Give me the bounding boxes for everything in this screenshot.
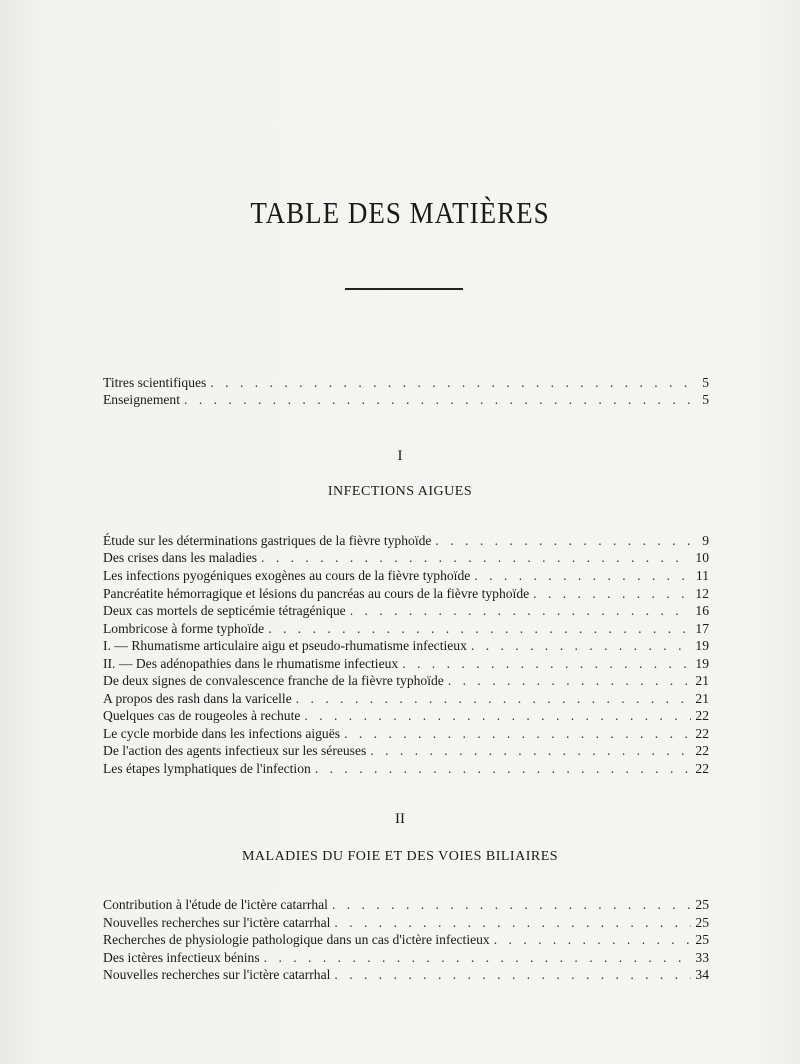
section-numeral: I	[397, 448, 403, 464]
toc-entry	[103, 725, 709, 743]
toc-entry	[103, 602, 709, 620]
toc-entry-label: Les étapes lymphatiques de l'infection	[103, 761, 311, 776]
toc-leader	[184, 391, 691, 409]
toc-leader	[332, 896, 691, 914]
toc-entry	[103, 966, 709, 984]
section-numeral: II	[395, 811, 405, 827]
toc-entry-page: 21	[695, 691, 709, 706]
toc-entry-label: Contribution à l'étude de l'ictère catarrhal	[103, 897, 328, 912]
toc-entry	[103, 391, 709, 409]
toc-entry-label: Deux cas mortels de septicémie tétragénique	[103, 603, 346, 618]
toc-entry	[103, 707, 709, 725]
section-heading: INFECTIONS AIGUES	[327, 484, 473, 499]
toc-entry-label: Enseignement	[103, 392, 181, 407]
toc-entry	[103, 567, 709, 585]
toc-leader	[435, 532, 691, 550]
toc-entry-page: 22	[695, 761, 709, 776]
toc-entry-page: 16	[695, 603, 709, 618]
toc-entry-label: Titres scientifiques	[103, 375, 207, 390]
toc-entry	[103, 620, 709, 638]
toc-entry-page: 25	[695, 932, 709, 947]
toc-entry-page: 10	[695, 550, 709, 565]
toc-entry	[103, 914, 709, 932]
toc-entry-label: Recherches de physiologie pathologique dans un cas d'ictère infectieux	[103, 932, 490, 947]
toc-entry-label: Nouvelles recherches sur l'ictère catarrhal	[103, 915, 331, 930]
toc-entry-page: 33	[695, 950, 709, 965]
toc-leader	[370, 742, 691, 760]
toc-entry-page: 22	[695, 708, 709, 723]
toc-entry-page: 22	[695, 726, 709, 741]
toc-leader	[344, 725, 691, 743]
toc-entry-label: De l'action des agents infectieux sur les séreuses	[103, 743, 367, 758]
toc-entry-label: Les infections pyogéniques exogènes au cours de la fièvre typhoïde	[103, 568, 471, 583]
toc-leader	[304, 707, 691, 725]
toc-entry-page: 17	[695, 621, 709, 636]
toc-leader	[296, 690, 691, 708]
toc-entry-page: 12	[695, 586, 709, 601]
toc-leader	[315, 760, 691, 778]
toc-entry-page: 19	[695, 656, 709, 671]
toc-entry-page: 9	[702, 533, 709, 548]
toc-entry-label: De deux signes de convalescence franche de la fièvre typhoïde	[103, 673, 444, 688]
toc-leader	[268, 620, 691, 638]
toc-entry-page: 34	[695, 967, 709, 982]
toc-entry	[103, 896, 709, 914]
toc-entry-page: 22	[695, 743, 709, 758]
toc-entry-page: 19	[695, 638, 709, 653]
toc-leader	[494, 931, 691, 949]
toc-entry-page: 25	[695, 897, 709, 912]
toc-entry-label: A propos des rash dans la varicelle	[103, 691, 292, 706]
toc-leader	[474, 567, 691, 585]
toc-entry-label: Nouvelles recherches sur l'ictère catarrhal	[103, 967, 331, 982]
toc-entry	[103, 949, 709, 967]
toc-entry	[103, 374, 709, 392]
toc-entry-label: Des crises dans les maladies	[103, 550, 258, 565]
toc-leader	[334, 966, 691, 984]
toc-leader	[533, 585, 691, 603]
toc-leader	[264, 949, 691, 967]
toc-entry	[103, 760, 709, 778]
toc-entry-label: II. — Des adénopathies dans le rhumatisme infectieux	[103, 656, 399, 671]
page-title: TABLE DES MATIÈRES	[250, 196, 550, 230]
toc-entry-page: 5	[702, 375, 709, 390]
toc-leader	[261, 549, 691, 567]
toc-leader	[350, 602, 691, 620]
toc-entry	[103, 532, 709, 550]
toc-entry-label: Étude sur les déterminations gastriques de la fièvre typhoïde	[103, 533, 432, 548]
toc-entry-page: 25	[695, 915, 709, 930]
toc-entry	[103, 549, 709, 567]
toc-entry	[103, 690, 709, 708]
toc-entry	[103, 672, 709, 690]
toc-entry	[103, 742, 709, 760]
toc-entry	[103, 585, 709, 603]
toc-entry-label: Lombricose à forme typhoïde	[103, 621, 265, 636]
toc-leader	[210, 374, 691, 392]
toc-entry-page: 21	[695, 673, 709, 688]
toc-entry	[103, 637, 709, 655]
toc-leader	[471, 637, 691, 655]
toc-leader	[402, 655, 691, 673]
toc-entry-label: Quelques cas de rougeoles à rechute	[103, 708, 301, 723]
toc-entry-label: Des ictères infectieux bénins	[103, 950, 260, 965]
toc-entry-label: I. — Rhumatisme articulaire aigu et pseudo-rhumatisme infectieux	[103, 638, 467, 653]
toc-leader	[448, 672, 691, 690]
toc-entry-page: 11	[695, 568, 709, 583]
toc-entry	[103, 931, 709, 949]
title-rule	[345, 288, 463, 290]
toc-entry-page: 5	[702, 392, 709, 407]
toc-entry-label: Le cycle morbide dans les infections aiguës	[103, 726, 341, 741]
toc-entry-label: Pancréatite hémorragique et lésions du pancréas au cours de la fièvre typhoïde	[103, 586, 530, 601]
section-heading: MALADIES DU FOIE ET DES VOIES BILIAIRES	[241, 849, 559, 864]
toc-leader	[334, 914, 691, 932]
toc-entry	[103, 655, 709, 673]
